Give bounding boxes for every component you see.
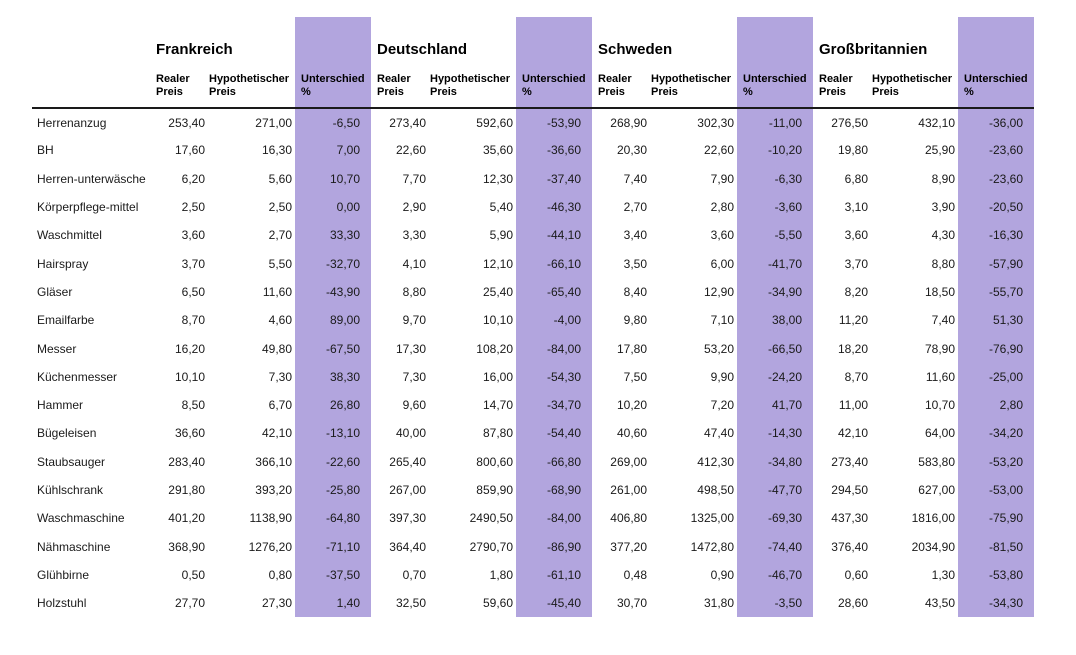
row-label: Waschmaschine — [37, 511, 125, 526]
cell-grossbritannien-diff: -81,50 — [958, 532, 1034, 560]
table-row — [32, 476, 1034, 504]
cell-grossbritannien-hyp: 64,00 — [924, 426, 955, 441]
row-label: Kühlschrank — [37, 483, 104, 497]
table-row — [32, 419, 1034, 447]
cell-deutschland-diff: -84,00 — [516, 504, 592, 532]
cell-schweden-hyp: 12,90 — [703, 284, 734, 299]
cell-frankreich-hyp: 11,60 — [262, 284, 292, 299]
cell-grossbritannien-real: 273,40 — [831, 454, 868, 469]
cell-frankreich-real: 3,60 — [181, 228, 205, 243]
cell-frankreich-hyp: 4,60 — [268, 313, 292, 328]
cell-grossbritannien-real: 3,10 — [844, 200, 868, 215]
row-label: Holzstuhl — [37, 596, 87, 611]
cell-deutschland-real: 7,70 — [402, 171, 426, 186]
cell-deutschland-hyp: 10,10 — [482, 313, 513, 328]
cell-grossbritannien-real: 11,00 — [838, 398, 868, 413]
cell-deutschland-hyp: 87,80 — [482, 426, 513, 441]
cell-schweden-hyp: 1325,00 — [690, 511, 734, 526]
subheader-diff-deutschland: Unterschied % — [516, 60, 592, 108]
cell-frankreich-diff: 0,00 — [295, 193, 371, 221]
cell-schweden-real: 20,30 — [616, 143, 647, 158]
cell-grossbritannien-real: 18,20 — [837, 341, 868, 356]
cell-schweden-diff: -34,90 — [737, 278, 813, 306]
cell-frankreich-real: 8,70 — [181, 313, 205, 328]
row-label: Körperpflege-mittel — [37, 200, 139, 215]
cell-frankreich-hyp: 27,30 — [261, 596, 292, 611]
cell-schweden-hyp: 7,90 — [710, 171, 734, 186]
cell-schweden-diff: 38,00 — [737, 306, 813, 334]
band-top-schweden — [737, 17, 813, 60]
cell-schweden-real: 3,40 — [623, 228, 647, 243]
cell-deutschland-hyp: 859,90 — [476, 483, 513, 497]
cell-deutschland-real: 8,80 — [402, 284, 426, 299]
table-row — [32, 532, 1034, 560]
cell-schweden-real: 10,20 — [616, 398, 647, 413]
band-top-deutschland — [516, 17, 592, 60]
row-label: Küchenmesser — [37, 369, 118, 384]
cell-frankreich-hyp: 5,50 — [268, 256, 292, 271]
cell-grossbritannien-hyp: 1,30 — [931, 567, 955, 582]
row-label: Messer — [37, 341, 77, 356]
cell-schweden-diff: -5,50 — [737, 221, 813, 249]
cell-grossbritannien-diff: -23,60 — [958, 136, 1034, 164]
cell-schweden-diff: 41,70 — [737, 391, 813, 419]
row-label: Nähmaschine — [37, 539, 111, 554]
cell-frankreich-diff: -22,60 — [295, 448, 371, 476]
cell-deutschland-hyp: 14,70 — [482, 398, 513, 413]
cell-grossbritannien-hyp: 583,80 — [918, 454, 955, 469]
cell-deutschland-diff: -68,90 — [516, 476, 592, 504]
cell-frankreich-diff: -32,70 — [295, 249, 371, 277]
cell-frankreich-real: 3,70 — [181, 256, 205, 271]
subheader-real-grossbritannien: Realer Preis — [818, 60, 871, 108]
row-label: Gläser — [37, 284, 73, 299]
cell-schweden-diff: -3,50 — [737, 589, 813, 617]
cell-grossbritannien-hyp: 8,80 — [931, 256, 955, 271]
cell-deutschland-real: 3,30 — [402, 228, 426, 243]
subheader-real-deutschland: Realer Preis — [376, 60, 429, 108]
cell-schweden-diff: -24,20 — [737, 363, 813, 391]
cell-schweden-diff: -3,60 — [737, 193, 813, 221]
cell-deutschland-hyp: 2790,70 — [469, 539, 513, 554]
cell-deutschland-hyp: 35,60 — [482, 143, 513, 158]
country-header-deutschland: Deutschland — [377, 41, 468, 58]
cell-grossbritannien-diff: -53,00 — [958, 476, 1034, 504]
subheader-hyp-deutschland: Hypothetischer Preis — [429, 60, 516, 108]
cell-schweden-hyp: 0,90 — [710, 567, 734, 582]
table-row — [32, 249, 1034, 277]
cell-deutschland-real: 17,30 — [395, 341, 426, 356]
cell-deutschland-real: 22,60 — [395, 143, 426, 158]
cell-grossbritannien-diff: 2,80 — [958, 391, 1034, 419]
cell-grossbritannien-real: 6,80 — [844, 171, 868, 186]
cell-schweden-diff: -41,70 — [737, 249, 813, 277]
table-row — [32, 334, 1034, 362]
cell-frankreich-diff: 89,00 — [295, 306, 371, 334]
cell-deutschland-diff: -54,30 — [516, 363, 592, 391]
cell-deutschland-real: 7,30 — [402, 369, 426, 384]
cell-grossbritannien-hyp: 627,00 — [918, 483, 955, 497]
cell-schweden-real: 8,40 — [623, 284, 647, 299]
cell-grossbritannien-real: 8,70 — [844, 369, 868, 384]
cell-grossbritannien-real: 276,50 — [831, 115, 868, 130]
cell-deutschland-diff: -4,00 — [516, 306, 592, 334]
cell-schweden-hyp: 7,10 — [710, 313, 734, 328]
cell-grossbritannien-real: 8,20 — [844, 284, 868, 299]
cell-grossbritannien-diff: -53,20 — [958, 448, 1034, 476]
cell-frankreich-hyp: 366,10 — [255, 454, 292, 469]
cell-schweden-hyp: 498,50 — [697, 483, 734, 497]
table-row — [32, 306, 1034, 334]
cell-grossbritannien-real: 3,70 — [844, 256, 868, 271]
cell-frankreich-diff: 38,30 — [295, 363, 371, 391]
cell-frankreich-hyp: 0,80 — [268, 567, 292, 582]
cell-grossbritannien-real: 0,60 — [844, 567, 868, 582]
cell-schweden-real: 269,00 — [610, 454, 647, 469]
subheader-hyp-schweden: Hypothetischer Preis — [650, 60, 737, 108]
cell-grossbritannien-hyp: 432,10 — [918, 115, 955, 130]
cell-grossbritannien-diff: -76,90 — [958, 334, 1034, 362]
cell-frankreich-diff: 26,80 — [295, 391, 371, 419]
cell-deutschland-real: 0,70 — [402, 567, 426, 582]
cell-deutschland-diff: -45,40 — [516, 589, 592, 617]
cell-frankreich-diff: 33,30 — [295, 221, 371, 249]
country-header-schweden: Schweden — [598, 41, 673, 58]
cell-grossbritannien-real: 28,60 — [837, 596, 868, 611]
cell-schweden-hyp: 412,30 — [697, 454, 734, 469]
cell-frankreich-real: 283,40 — [168, 454, 205, 469]
cell-deutschland-diff: -66,10 — [516, 249, 592, 277]
cell-frankreich-diff: -43,90 — [295, 278, 371, 306]
cell-grossbritannien-real: 42,10 — [837, 426, 868, 441]
cell-schweden-real: 261,00 — [610, 483, 647, 497]
cell-frankreich-hyp: 5,60 — [268, 171, 292, 186]
row-label: Staubsauger — [37, 454, 106, 469]
cell-frankreich-hyp: 1276,20 — [248, 539, 292, 554]
cell-deutschland-diff: -61,10 — [516, 561, 592, 589]
table-row — [32, 193, 1034, 221]
cell-schweden-hyp: 1472,80 — [690, 539, 734, 554]
cell-frankreich-hyp: 2,50 — [268, 200, 292, 215]
table-row — [32, 165, 1034, 193]
cell-schweden-real: 7,50 — [623, 369, 647, 384]
cell-deutschland-hyp: 16,00 — [482, 369, 513, 384]
row-label: Hairspray — [37, 256, 89, 271]
cell-frankreich-hyp: 2,70 — [268, 228, 292, 243]
cell-schweden-hyp: 3,60 — [710, 228, 734, 243]
cell-frankreich-real: 36,60 — [174, 426, 205, 441]
cell-schweden-real: 40,60 — [616, 426, 647, 441]
subheader-hyp-frankreich: Hypothetischer Preis — [208, 60, 295, 108]
cell-frankreich-diff: -71,10 — [295, 532, 371, 560]
cell-frankreich-real: 291,80 — [168, 483, 205, 497]
cell-grossbritannien-diff: -34,20 — [958, 419, 1034, 447]
table-row — [32, 363, 1034, 391]
cell-frankreich-diff: 10,70 — [295, 165, 371, 193]
cell-deutschland-hyp: 108,20 — [476, 341, 513, 356]
cell-schweden-diff: -47,70 — [737, 476, 813, 504]
cell-grossbritannien-diff: -36,00 — [958, 108, 1034, 136]
row-label: Herren-unterwäsche — [37, 171, 146, 186]
cell-deutschland-real: 2,90 — [402, 200, 426, 215]
cell-frankreich-real: 6,50 — [181, 284, 205, 299]
cell-schweden-diff: -69,30 — [737, 504, 813, 532]
cell-frankreich-real: 368,90 — [168, 539, 205, 554]
cell-deutschland-diff: -37,40 — [516, 165, 592, 193]
cell-deutschland-hyp: 12,30 — [482, 171, 513, 186]
cell-frankreich-real: 401,20 — [168, 511, 205, 526]
cell-schweden-real: 3,50 — [623, 256, 647, 271]
cell-schweden-diff: -11,00 — [737, 108, 813, 136]
cell-deutschland-real: 32,50 — [395, 596, 426, 611]
cell-grossbritannien-hyp: 1816,00 — [911, 511, 955, 526]
cell-frankreich-real: 0,50 — [181, 567, 205, 582]
cell-grossbritannien-real: 19,80 — [837, 143, 868, 158]
cell-grossbritannien-diff: -55,70 — [958, 278, 1034, 306]
cell-grossbritannien-diff: -16,30 — [958, 221, 1034, 249]
cell-deutschland-hyp: 25,40 — [482, 284, 513, 299]
cell-deutschland-diff: -66,80 — [516, 448, 592, 476]
band-top-grossbritannien — [958, 17, 1034, 60]
cell-schweden-diff: -14,30 — [737, 419, 813, 447]
cell-grossbritannien-real: 3,60 — [844, 228, 868, 243]
table-body — [32, 108, 1034, 617]
cell-schweden-hyp: 302,30 — [697, 115, 734, 130]
cell-schweden-diff: -46,70 — [737, 561, 813, 589]
cell-deutschland-real: 364,40 — [389, 539, 426, 554]
cell-frankreich-hyp: 7,30 — [268, 369, 292, 384]
table-row — [32, 136, 1034, 164]
cell-grossbritannien-hyp: 18,50 — [924, 284, 955, 299]
cell-frankreich-real: 6,20 — [181, 171, 205, 186]
row-label: Hammer — [37, 398, 84, 413]
cell-frankreich-diff: -67,50 — [295, 334, 371, 362]
table-row — [32, 221, 1034, 249]
table-row — [32, 391, 1034, 419]
cell-grossbritannien-diff: -23,60 — [958, 165, 1034, 193]
cell-frankreich-real: 27,70 — [174, 596, 205, 611]
cell-schweden-hyp: 7,20 — [710, 398, 734, 413]
cell-frankreich-hyp: 393,20 — [255, 483, 292, 497]
price-comparison-table — [32, 17, 1034, 617]
cell-frankreich-hyp: 271,00 — [255, 115, 292, 130]
row-label: Bügeleisen — [37, 426, 97, 441]
cell-schweden-real: 17,80 — [616, 341, 647, 356]
cell-deutschland-hyp: 2490,50 — [469, 511, 513, 526]
cell-deutschland-diff: -65,40 — [516, 278, 592, 306]
country-header-frankreich: Frankreich — [156, 41, 233, 58]
cell-schweden-real: 406,80 — [610, 511, 647, 526]
cell-schweden-hyp: 6,00 — [710, 256, 734, 271]
cell-grossbritannien-hyp: 78,90 — [924, 341, 955, 356]
cell-schweden-real: 268,90 — [610, 115, 647, 130]
cell-frankreich-real: 10,10 — [174, 369, 205, 384]
cell-deutschland-real: 273,40 — [389, 115, 426, 130]
cell-frankreich-hyp: 16,30 — [261, 143, 292, 158]
cell-deutschland-real: 267,00 — [389, 483, 426, 497]
corner-cell — [32, 17, 155, 60]
table-row — [32, 108, 1034, 136]
cell-frankreich-real: 253,40 — [168, 115, 205, 130]
row-label: Glühbirne — [37, 567, 90, 582]
cell-frankreich-hyp: 49,80 — [261, 341, 292, 356]
cell-deutschland-hyp: 1,80 — [489, 567, 513, 582]
cell-frankreich-diff: 7,00 — [295, 136, 371, 164]
row-label: BH — [37, 143, 54, 158]
cell-frankreich-diff: -6,50 — [295, 108, 371, 136]
cell-schweden-real: 7,40 — [623, 171, 647, 186]
cell-grossbritannien-diff: -34,30 — [958, 589, 1034, 617]
cell-deutschland-diff: -44,10 — [516, 221, 592, 249]
cell-schweden-hyp: 47,40 — [703, 426, 734, 441]
subheader-diff-frankreich: Unterschied % — [295, 60, 371, 108]
cell-deutschland-hyp: 800,60 — [476, 454, 513, 469]
cell-frankreich-real: 8,50 — [181, 398, 205, 413]
table-row — [32, 504, 1034, 532]
cell-schweden-real: 377,20 — [610, 539, 647, 554]
cell-frankreich-real: 16,20 — [174, 341, 205, 356]
cell-grossbritannien-diff: -75,90 — [958, 504, 1034, 532]
cell-deutschland-hyp: 592,60 — [476, 115, 513, 130]
cell-schweden-diff: -66,50 — [737, 334, 813, 362]
cell-deutschland-hyp: 5,90 — [489, 228, 513, 243]
cell-grossbritannien-real: 437,30 — [831, 511, 868, 526]
cell-frankreich-diff: -64,80 — [295, 504, 371, 532]
cell-deutschland-real: 4,10 — [402, 256, 426, 271]
subheader-diff-grossbritannien: Unterschied % — [958, 60, 1034, 108]
cell-deutschland-real: 40,00 — [395, 426, 426, 441]
country-header-grossbritannien: Großbritannien — [819, 41, 928, 58]
row-label: Emailfarbe — [37, 313, 95, 328]
cell-schweden-diff: -34,80 — [737, 448, 813, 476]
cell-deutschland-hyp: 59,60 — [482, 596, 513, 611]
cell-frankreich-diff: 1,40 — [295, 589, 371, 617]
cell-grossbritannien-real: 376,40 — [831, 539, 868, 554]
cell-deutschland-diff: -46,30 — [516, 193, 592, 221]
cell-deutschland-hyp: 5,40 — [489, 200, 513, 215]
cell-schweden-real: 0,48 — [623, 567, 647, 582]
country-header-row — [32, 17, 1034, 60]
subheader-hyp-grossbritannien: Hypothetischer Preis — [871, 60, 958, 108]
cell-frankreich-diff: -25,80 — [295, 476, 371, 504]
subheader-real-schweden: Realer Preis — [597, 60, 650, 108]
cell-frankreich-hyp: 6,70 — [268, 398, 292, 413]
cell-grossbritannien-diff: -53,80 — [958, 561, 1034, 589]
row-label-header — [32, 60, 155, 108]
cell-frankreich-hyp: 1138,90 — [249, 511, 292, 526]
cell-grossbritannien-hyp: 11,60 — [925, 369, 955, 384]
cell-deutschland-diff: -53,90 — [516, 108, 592, 136]
cell-frankreich-real: 17,60 — [174, 143, 205, 158]
cell-frankreich-diff: -13,10 — [295, 419, 371, 447]
cell-schweden-diff: -74,40 — [737, 532, 813, 560]
cell-grossbritannien-hyp: 8,90 — [931, 171, 955, 186]
cell-schweden-real: 9,80 — [623, 313, 647, 328]
cell-grossbritannien-diff: 51,30 — [958, 306, 1034, 334]
row-label: Herrenanzug — [37, 115, 107, 130]
cell-grossbritannien-hyp: 43,50 — [924, 596, 955, 611]
cell-deutschland-diff: -86,90 — [516, 532, 592, 560]
subheader-diff-schweden: Unterschied % — [737, 60, 813, 108]
cell-schweden-hyp: 22,60 — [703, 143, 734, 158]
cell-frankreich-diff: -37,50 — [295, 561, 371, 589]
table-row — [32, 589, 1034, 617]
cell-grossbritannien-hyp: 25,90 — [924, 143, 955, 158]
cell-grossbritannien-hyp: 4,30 — [931, 228, 955, 243]
cell-frankreich-hyp: 42,10 — [261, 426, 292, 441]
cell-grossbritannien-real: 294,50 — [831, 483, 868, 497]
cell-deutschland-diff: -54,40 — [516, 419, 592, 447]
cell-schweden-hyp: 2,80 — [710, 200, 734, 215]
cell-deutschland-real: 397,30 — [389, 511, 426, 526]
cell-deutschland-diff: -36,60 — [516, 136, 592, 164]
cell-deutschland-hyp: 12,10 — [482, 256, 513, 271]
row-label: Waschmittel — [37, 228, 102, 243]
cell-schweden-hyp: 9,90 — [710, 369, 734, 384]
cell-grossbritannien-diff: -25,00 — [958, 363, 1034, 391]
cell-deutschland-real: 265,40 — [389, 454, 426, 469]
table-row — [32, 278, 1034, 306]
band-top-frankreich — [295, 17, 371, 60]
cell-grossbritannien-real: 11,20 — [838, 313, 868, 328]
table-row — [32, 448, 1034, 476]
cell-grossbritannien-hyp: 3,90 — [931, 200, 955, 215]
cell-deutschland-real: 9,70 — [402, 313, 426, 328]
cell-deutschland-real: 9,60 — [402, 398, 426, 413]
cell-schweden-hyp: 31,80 — [703, 596, 734, 611]
cell-grossbritannien-diff: -57,90 — [958, 249, 1034, 277]
cell-grossbritannien-diff: -20,50 — [958, 193, 1034, 221]
cell-frankreich-real: 2,50 — [181, 200, 205, 215]
table-row — [32, 561, 1034, 589]
cell-grossbritannien-hyp: 10,70 — [924, 398, 955, 413]
table-header — [32, 17, 1034, 108]
cell-schweden-diff: -10,20 — [737, 136, 813, 164]
cell-schweden-diff: -6,30 — [737, 165, 813, 193]
cell-schweden-hyp: 53,20 — [703, 341, 734, 356]
cell-schweden-real: 2,70 — [623, 200, 647, 215]
cell-grossbritannien-hyp: 7,40 — [931, 313, 955, 328]
cell-grossbritannien-hyp: 2034,90 — [911, 539, 955, 554]
cell-schweden-real: 30,70 — [616, 596, 647, 611]
subheader-real-frankreich: Realer Preis — [155, 60, 208, 108]
subheader-row — [32, 60, 1034, 108]
cell-deutschland-diff: -84,00 — [516, 334, 592, 362]
cell-deutschland-diff: -34,70 — [516, 391, 592, 419]
